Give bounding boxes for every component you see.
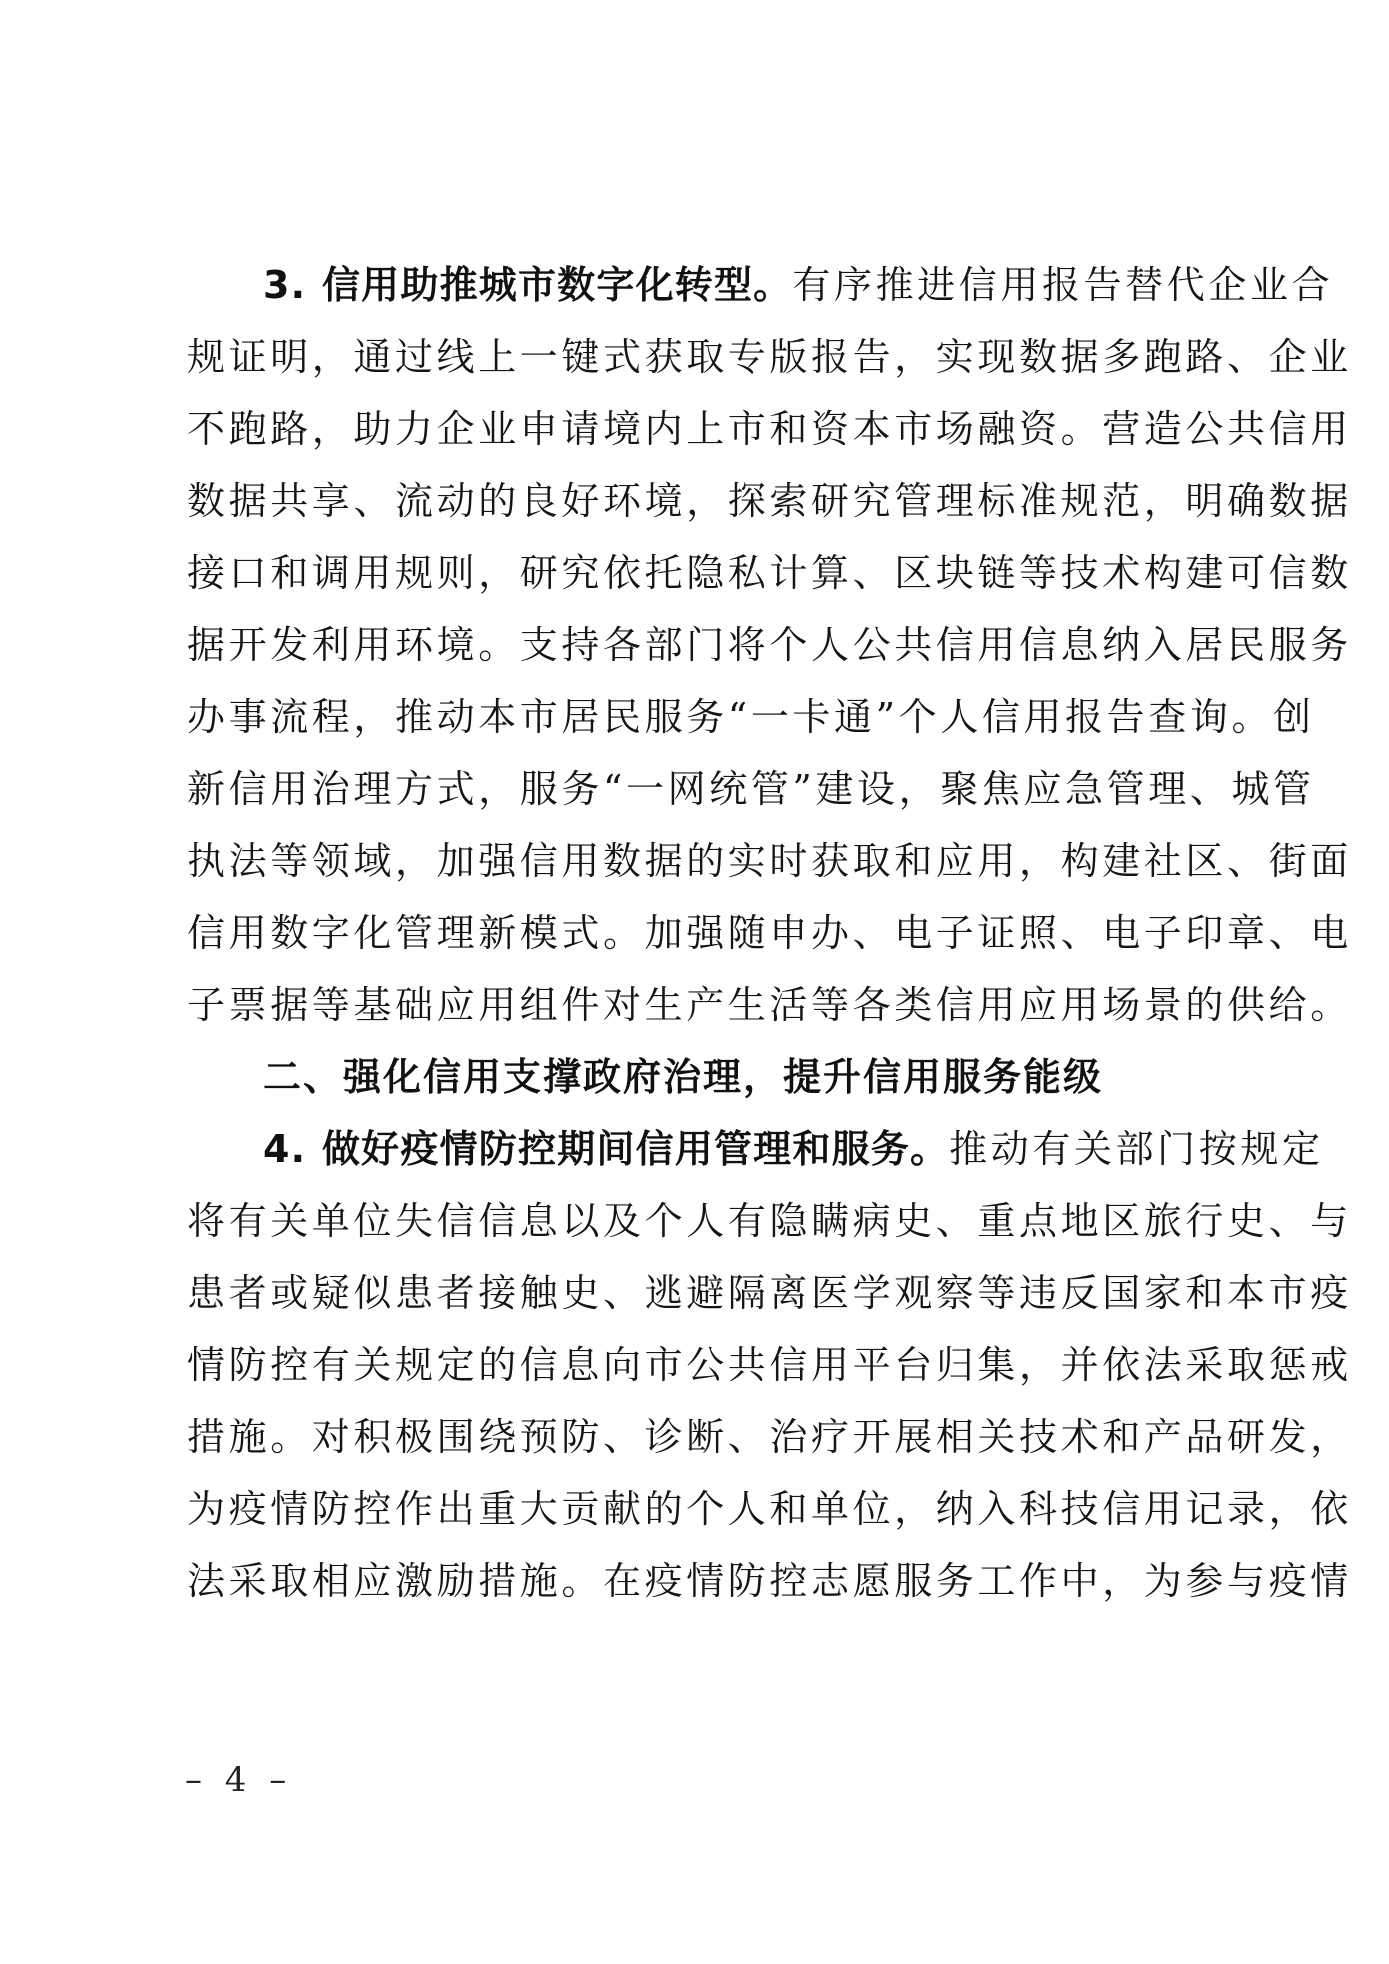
paragraph-4-title: 做好疫情防控期间信用管理和服务。 (321, 1127, 950, 1171)
paragraph-4-number: 4. (263, 1127, 307, 1171)
paragraph-3-line: 规证明，通过线上一键式获取专版报告，实现数据多跑路、企业 (187, 335, 1352, 379)
page-number: – 4 – (185, 1760, 293, 1800)
paragraph-3-line: 接口和调用规则，研究依托隐私计算、区块链等技术构建可信数 (187, 551, 1352, 595)
paragraph-3-first-line (187, 249, 1334, 321)
paragraph-3-first-line-text: 有序推进信用报告替代企业合 (792, 263, 1334, 307)
paragraph-3-title: 信用助推城市数字化转型。 (321, 263, 793, 307)
paragraph-4-line: 措施。对积极围绕预防、诊断、治疗开展相关技术和产品研发， (187, 1415, 1352, 1459)
paragraph-3-line: 数据共享、流动的良好环境，探索研究管理标准规范，明确数据 (187, 479, 1352, 523)
paragraph-3-line: 不跑路，助力企业申请境内上市和资本市场融资。营造公共信用 (187, 407, 1352, 451)
paragraph-4-line: 将有关单位失信信息以及个人有隐瞒病史、重点地区旅行史、与 (187, 1199, 1352, 1243)
paragraph-4-line: 法采取相应激励措施。在疫情防控志愿服务工作中，为参与疫情 (187, 1559, 1352, 1603)
paragraph-4-first-line-text: 推动有关部门按规定 (949, 1127, 1324, 1171)
paragraph-3-number: 3. (263, 263, 307, 307)
paragraph-3-line: 办事流程，推动本市居民服务“一卡通”个人信用报告查询。创 (187, 695, 1315, 739)
paragraph-3-line: 子票据等基础应用组件对生产生活等各类信用应用场景的供给。 (187, 983, 1352, 1027)
document-body (187, 249, 1352, 1617)
paragraph-3-line: 新信用治理方式，服务“一网统管”建设，聚焦应急管理、城管 (187, 767, 1315, 811)
paragraph-4-line: 为疫情防控作出重大贡献的个人和单位，纳入科技信用记录，依 (187, 1487, 1352, 1531)
paragraph-4-first-line (187, 1113, 1324, 1185)
paragraph-3-line: 据开发利用环境。支持各部门将个人公共信用信息纳入居民服务 (187, 623, 1352, 667)
paragraph-3-line: 执法等领域，加强信用数据的实时获取和应用，构建社区、街面 (187, 839, 1352, 883)
paragraph-4-line: 患者或疑似患者接触史、逃避隔离医学观察等违反国家和本市疫 (187, 1271, 1352, 1315)
paragraph-4-line: 情防控有关规定的信息向市公共信用平台归集，并依法采取惩戒 (187, 1343, 1352, 1387)
section-heading: 二、强化信用支撑政府治理，提升信用服务能级 (263, 1055, 1104, 1099)
paragraph-3-line: 信用数字化管理新模式。加强随申办、电子证照、电子印章、电 (187, 911, 1352, 955)
